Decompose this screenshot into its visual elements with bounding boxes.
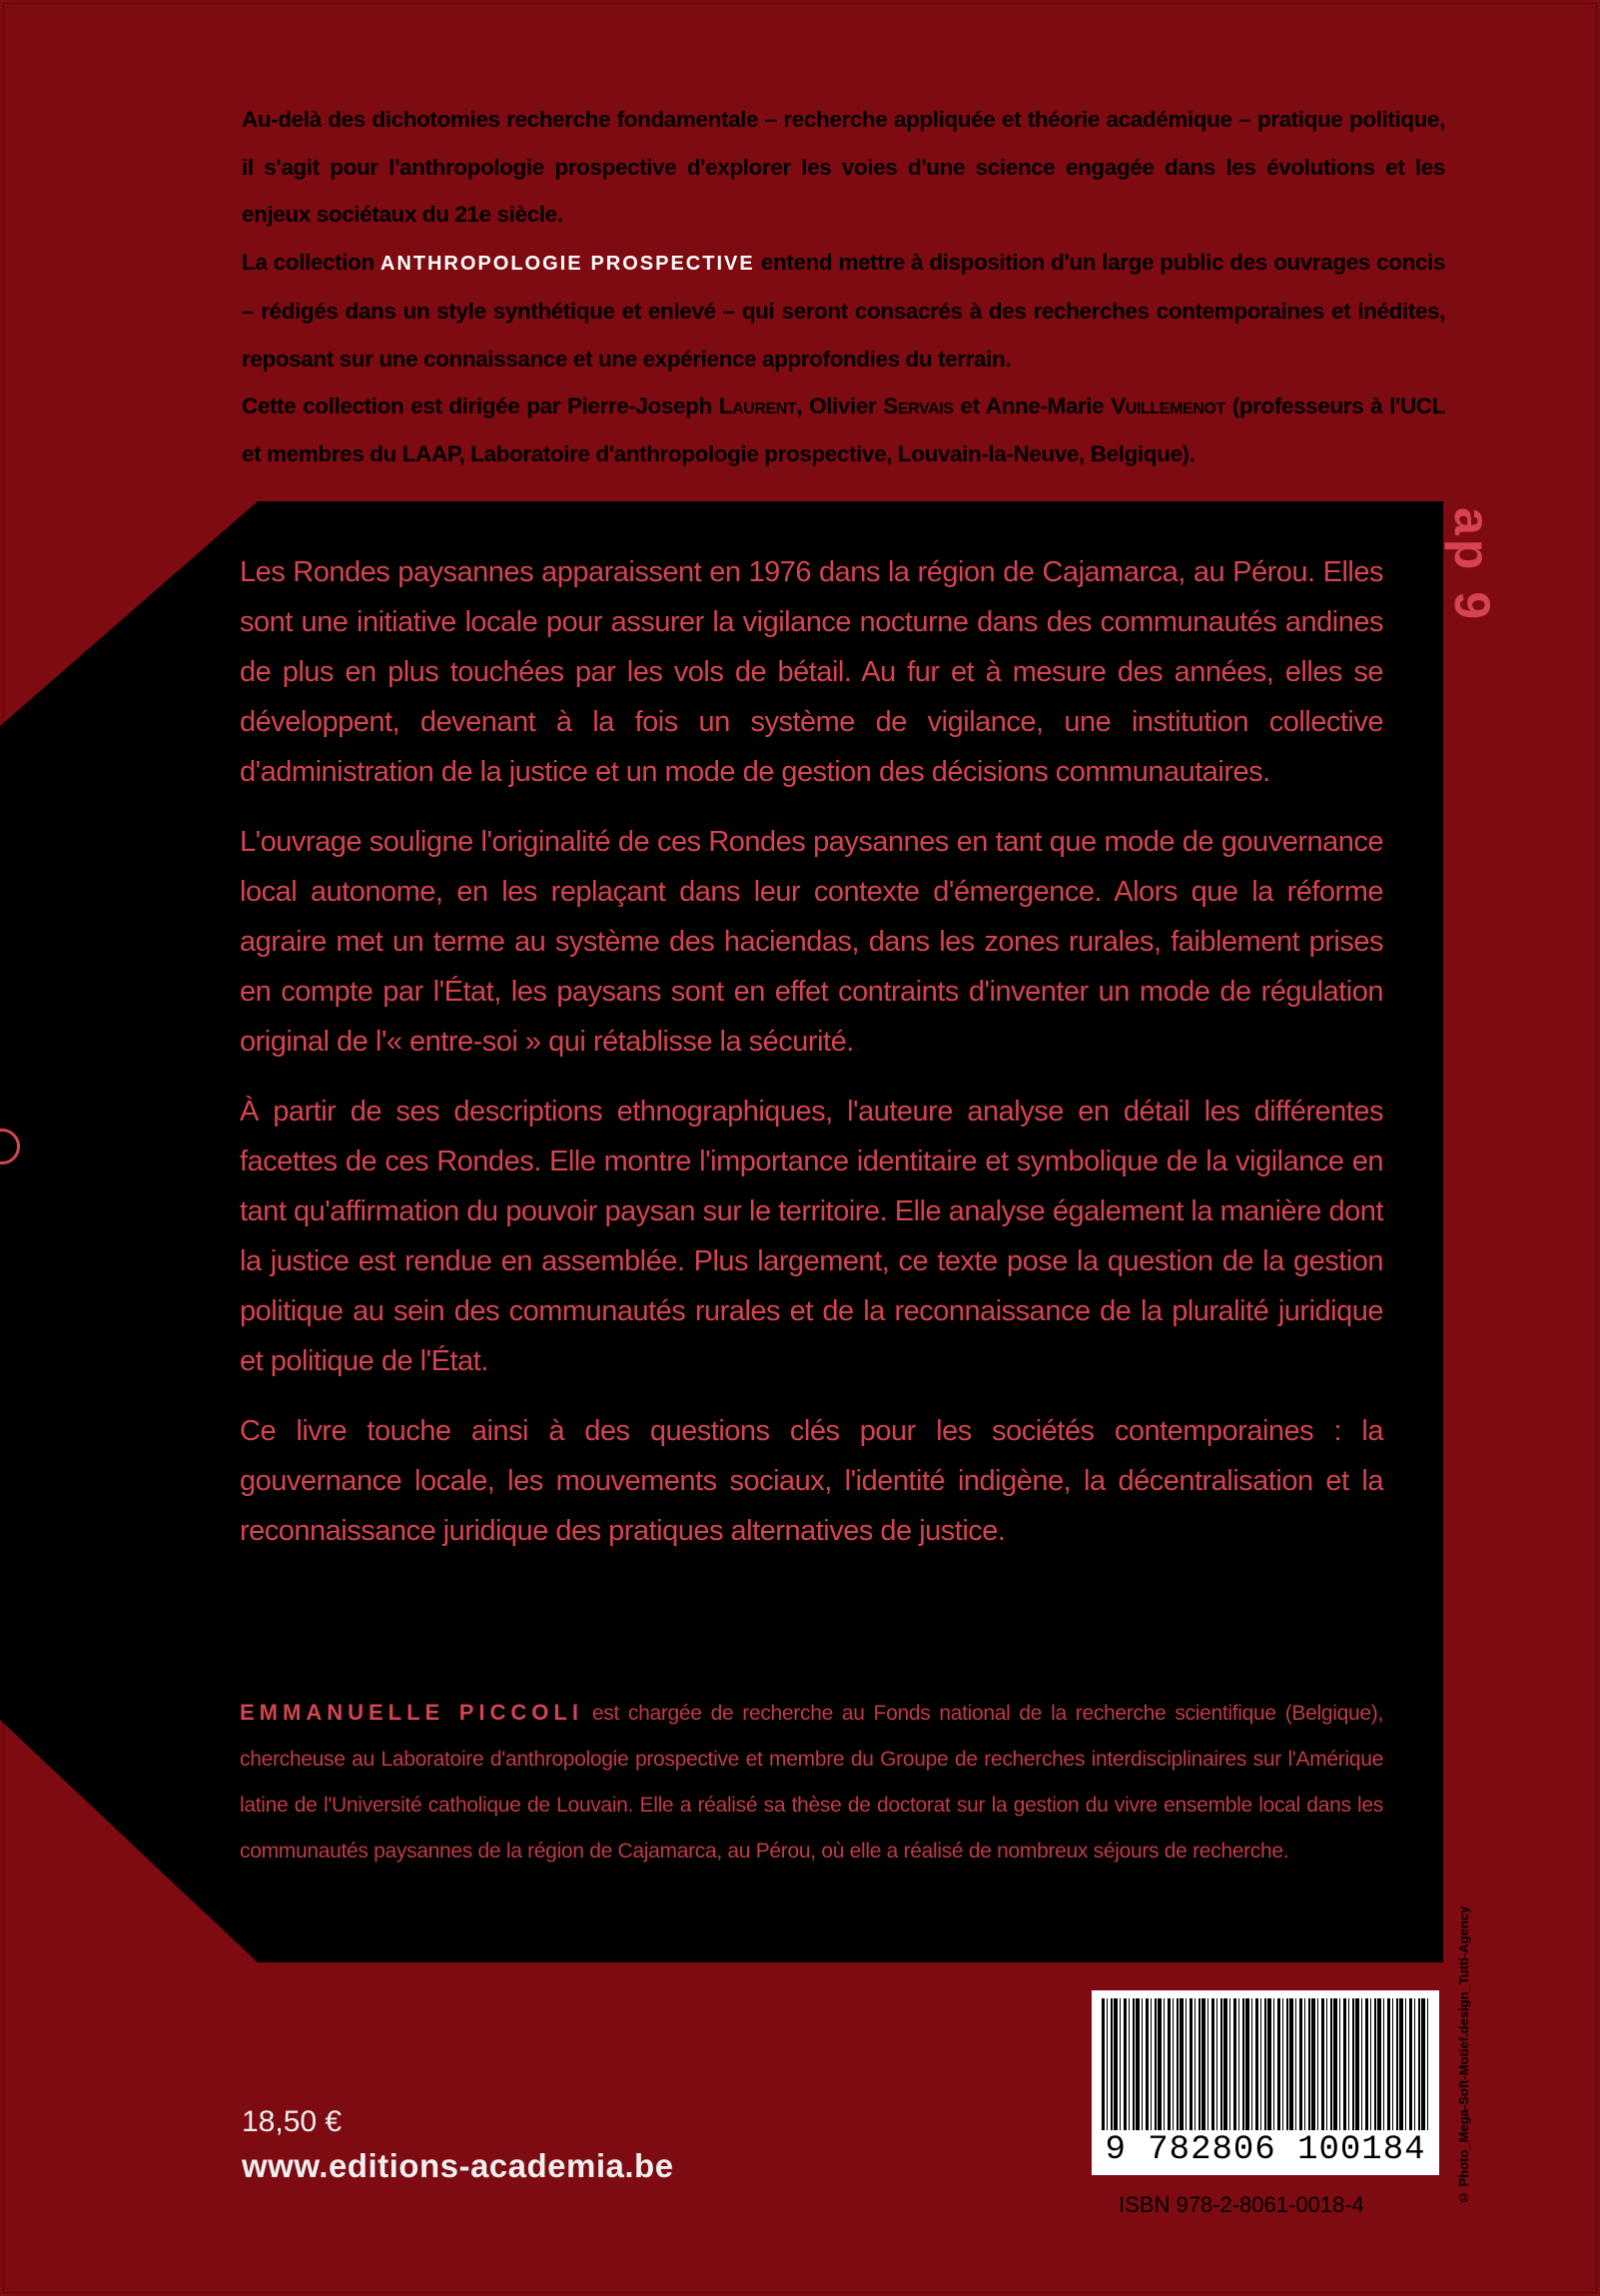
publisher-website: www.editions-academia.be	[242, 2147, 674, 2184]
intro-paragraph-1: Au-delà des dichotomies recherche fondamentale – recherche appliquée et théorie académique – pratique politique, il s'agit pour l'anthropologie prospective d'explorer les voies d'une science engagée dans les évolutions et les enjeux sociétaux du 21e siècle.	[242, 107, 1445, 227]
intro-p3-b: , Olivier	[796, 393, 884, 418]
intro-p2-end: entend mettre à disposition d'un large public des ouvrages concis – rédigés dans un style synthétique et enlevé – qui seront consacrés à des recherches contemporaines et inédites, reposant sur une connaissance et une expérience approfondies du terrain.	[242, 249, 1445, 372]
author-bio-text: est chargée de recherche au Fonds national de la recherche scientifique (Belgique), chercheuse au Laboratoire d'anthropologie prospective et membre du Groupe de recherches interdisciplinaires sur l'Amérique latine de l'Université catholique de Louvain. Elle a réalisé sa thèse de doctorat sur la gestion du vivre ensemble local dans les communautés paysannes de la région de Cajamarca, au Pérou, où elle a réalisé de nombreux séjours de recherche.	[240, 1702, 1383, 1863]
isbn: ISBN 978-2-8061-0018-4	[1119, 2192, 1364, 2217]
director-1: Laurent	[718, 393, 797, 418]
barcode-digits: 9 782806 100184	[1105, 2131, 1426, 2169]
series-mark: ap 9	[1444, 507, 1500, 624]
barcode	[1092, 1990, 1439, 2175]
collection-intro	[242, 96, 1445, 477]
intro-p3-c: et Anne-Marie	[953, 393, 1112, 418]
intro-p3-d: (professeurs à l'UCL et membres du LAAP, Laboratoire d'anthropologie prospective, Louvain-la-Neuve, Belgique).	[242, 393, 1446, 466]
summary-paragraph-4: Ce livre touche ainsi à des questions clés pour les sociétés contemporaines : la gouvernance locale, les mouvements sociaux, l'identité indigène, la décentralisation et la reconnaissance juridique des pratiques alternatives de justice.	[240, 1415, 1383, 1547]
barcode-bars	[1102, 1998, 1429, 2130]
intro-paragraph-3	[242, 383, 1445, 477]
book-summary	[240, 547, 1383, 1576]
author-bio	[240, 1690, 1383, 1875]
price: 18,50 €	[242, 2105, 343, 2138]
director-3: Vuillemenot	[1111, 393, 1225, 418]
summary-paragraph-3: À partir de ses descriptions ethnographiques, l'auteure analyse en détail les différentes facettes de ces Rondes. Elle montre l'importance identitaire et symbolique de la vigilance en tant qu'affirmation du pouvoir paysan sur le territoire. Elle analyse également la manière dont la justice est rendue en assemblée. Plus largement, ce texte pose la question de la gestion politique au sein des communautés rurales et de la reconnaissance de la pluralité juridique et politique de l'État.	[240, 1096, 1383, 1377]
intro-p3-a: Cette collection est dirigée par Pierre-Joseph	[242, 393, 719, 418]
summary-paragraph-1: Les Rondes paysannes apparaissent en 1976 dans la région de Cajamarca, au Pérou. Elles sont une initiative locale pour assurer la vigilance nocturne dans des communautés andines de plus en plus touchées par les vols de bétail. Au fur et à mesure des années, elles se développent, devenant à la fois un système de vigilance, une institution collective d'administration de la justice et un mode de gestion des décisions communautaires.	[240, 556, 1383, 788]
director-2: Servais	[883, 393, 954, 418]
collection-name: ANTHROPOLOGIE PROSPECTIVE	[380, 252, 755, 275]
summary-paragraph-2: L'ouvrage souligne l'originalité de ces Rondes paysannes en tant que mode de gouvernance local autonome, en les replaçant dans leur contexte d'émergence. Alors que la réforme agraire met un terme au système des haciendas, dans les zones rurales, faiblement prises en compte par l'État, les paysans sont en effet contraints d'inventer un mode de régulation original de l'« entre-soi » qui rétablisse la sécurité.	[240, 826, 1383, 1058]
intro-paragraph-2	[242, 239, 1445, 383]
author-name: EMMANUELLE PICCOLI	[240, 1700, 583, 1725]
intro-p2-start: La collection	[242, 249, 381, 275]
photo-credit: © Photo_Mega-Soft-Motief.design_Tutti-Agency	[1456, 1906, 1471, 2205]
